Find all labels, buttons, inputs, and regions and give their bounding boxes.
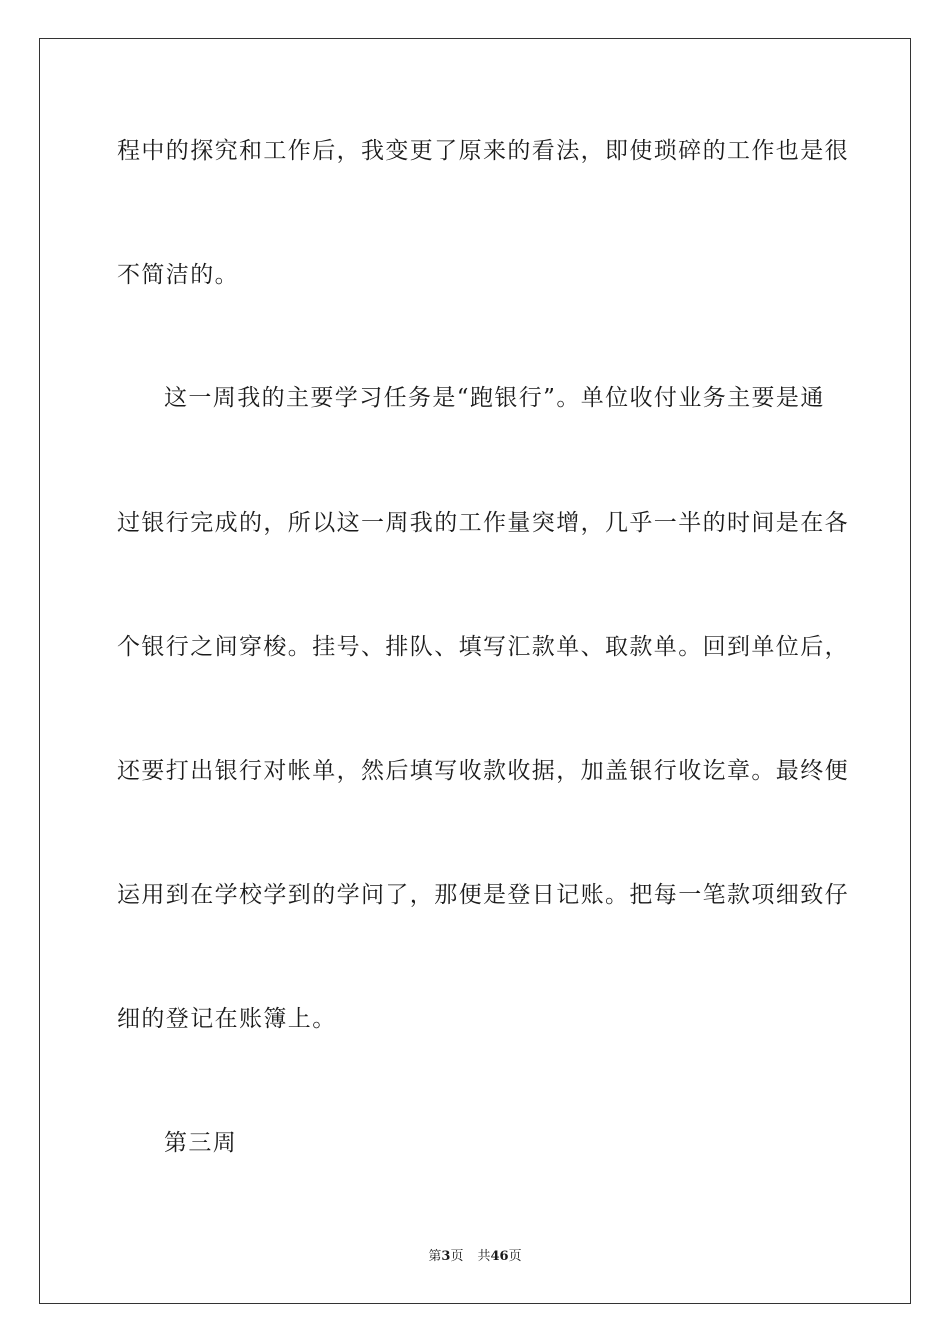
body-line-4: 过银行完成的，所以这一周我的工作量突增，几乎一半的时间是在各 bbox=[117, 510, 849, 536]
body-line-3: 这一周我的主要学习任务是“跑银行”。单位收付业务主要是通 bbox=[164, 385, 825, 411]
body-line-7: 运用到在学校学到的学问了，那便是登日记账。把每一笔款项细致仔 bbox=[117, 882, 849, 908]
page-footer bbox=[0, 1248, 950, 1266]
footer-total-suffix: 页 bbox=[508, 1249, 522, 1264]
body-line-2: 不简洁的。 bbox=[117, 262, 239, 288]
body-line-8: 细的登记在账簿上。 bbox=[117, 1006, 337, 1032]
footer-page-suffix: 页 bbox=[450, 1249, 464, 1264]
footer-page-number: 3 bbox=[441, 1249, 451, 1264]
section-heading-week-3: 第三周 bbox=[164, 1130, 238, 1156]
footer-total-pages: 46 bbox=[490, 1249, 509, 1264]
footer-total-prefix: 共 bbox=[477, 1249, 491, 1264]
page-border bbox=[39, 38, 911, 1304]
body-line-6: 还要打出银行对帐单，然后填写收款收据，加盖银行收讫章。最终便 bbox=[117, 758, 849, 784]
body-line-5: 个银行之间穿梭。挂号、排队、填写汇款单、取款单。回到单位后， bbox=[117, 634, 849, 660]
footer-page-prefix: 第 bbox=[428, 1249, 442, 1264]
body-line-1: 程中的探究和工作后，我变更了原来的看法，即使琐碎的工作也是很 bbox=[117, 138, 849, 164]
